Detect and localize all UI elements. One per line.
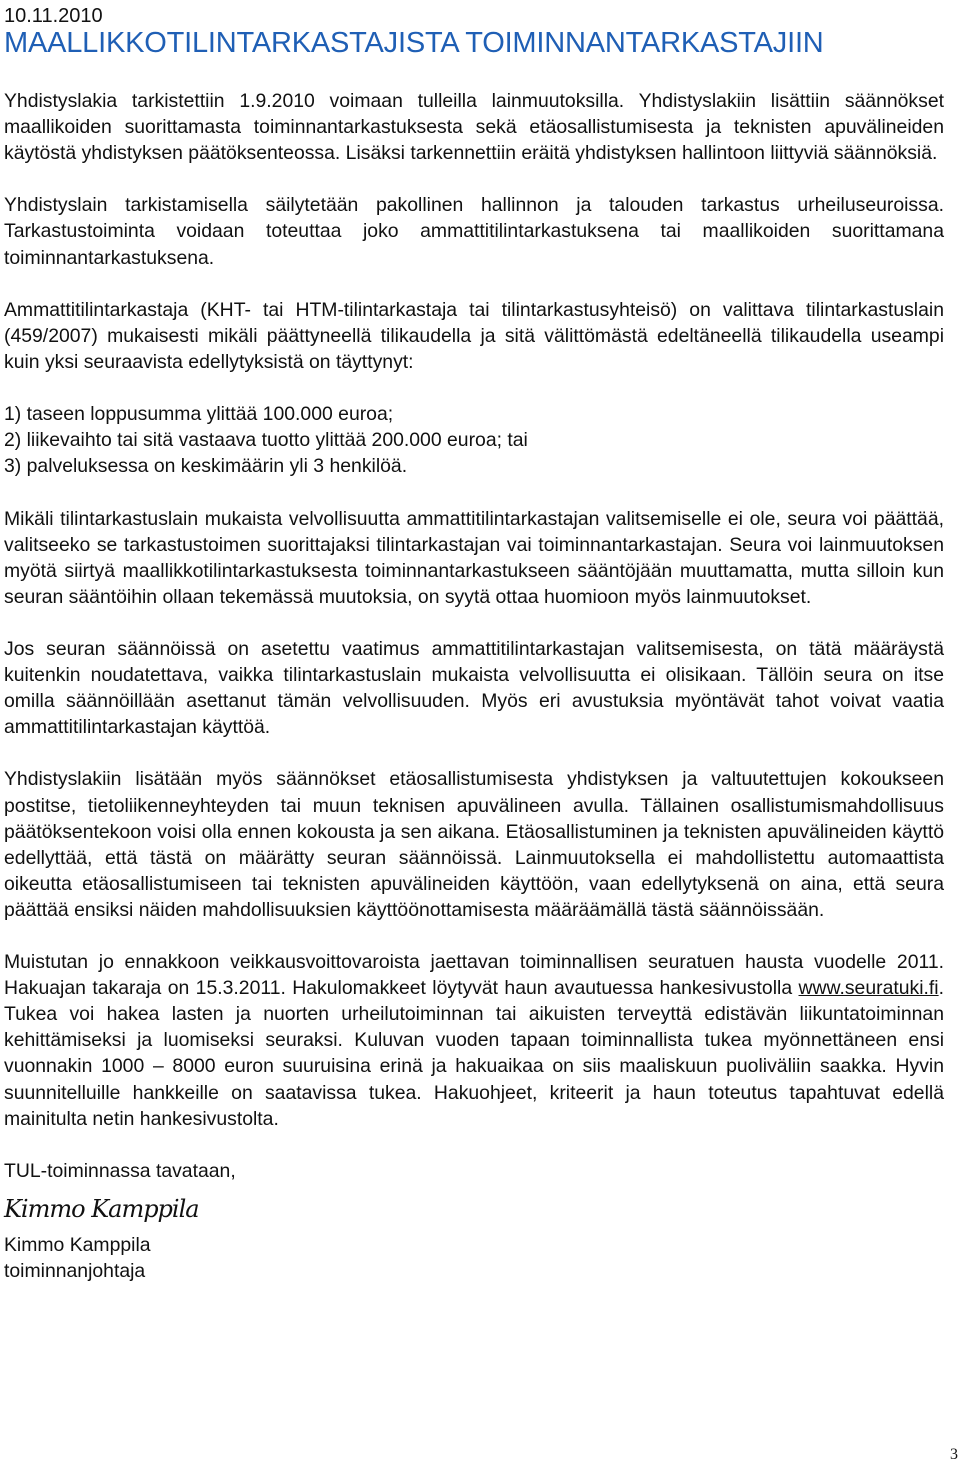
document-title: MAALLIKKOTILINTARKASTAJISTA TOIMINNANTARKASTAJIIN xyxy=(4,27,824,59)
list-item: 1) taseen loppusumma ylittää 100.000 euroa; xyxy=(4,403,394,426)
page-number: 3 xyxy=(950,1446,958,1463)
criteria-list xyxy=(4,401,944,479)
seuratuki-link[interactable]: www.seuratuki.fi xyxy=(798,977,939,1000)
paragraph-rules-requirement: Jos seuran säännöissä on asetettu vaatimus ammattitilintarkastajan valitsemisesta, on tätä määräystä kuitenkin noudatettava, vaikka tilintarkastuslain mukaista velvollisuutta ei olisikaan. Tällöin seura on itse omilla säännöillään asettanut tämän velvollisuuden. Myös eri avustuksia myöntävät tahot voivat vaatia ammattitilintarkastajan käyttöä. xyxy=(4,637,944,739)
signer-role: toiminnanjohtaja xyxy=(4,1260,146,1283)
list-item: 3) palveluksessa on keskimäärin yli 3 henkilöä. xyxy=(4,455,408,478)
paragraph-auditor-choice: Mikäli tilintarkastuslain mukaista velvollisuutta ammattitilintarkastajan valitsemiselle ei ole, seura voi päättää, valitseeko se tarkastustoimen suorittajaksi tilintarkastajan vai toiminnantarkastajan. Seura voi lainmuutoksen myötä siirtyä maallikkotilintarkastuksesta toiminnantarkastukseen sääntöjään muuttamatta, mutta silloin kun seuran sääntöihin ollaan tekemässä muutoksia, on syytä ottaa huomioon myös lainmuutokset. xyxy=(4,507,944,608)
signer-name: Kimmo Kamppila xyxy=(4,1233,151,1256)
closing-greeting: TUL-toiminnassa tavataan, xyxy=(4,1159,236,1182)
paragraph-law-revision: Yhdistyslakia tarkistettiin 1.9.2010 voimaan tulleilla lainmuutoksilla. Yhdistyslakiin lisättiin säännökset maallikoiden suorittamasta toiminnantarkastuksesta sekä etäosallistumisesta ja teknisten apuvälineiden käytöstä yhdistyksen päätöksenteossa. Lisäksi tarkennettiin eräitä yhdistyksen hallintoon liittyviä säännöksiä. xyxy=(4,90,944,165)
paragraph-mandatory-audit: Yhdistyslain tarkistamisella säilytetään pakollinen hallinnon ja talouden tarkastus urheiluseuroissa. Tarkastustoiminta voidaan toteuttaa joko ammattitilintarkastuksena tai maallikoiden suorittamana toiminnantarkastuksena. xyxy=(4,194,944,269)
support-text-start: Muistutan jo ennakkoon veikkausvoittovaroista jaettavan toiminnallisen seuratuen hausta vuodelle 2011. Hakuajan takaraja on 15.3.2011. Hakulomakkeet löytyvät haun avautuessa hankesivustolla xyxy=(4,951,944,1000)
paragraph-professional-auditor: Ammattitilintarkastaja (KHT- tai HTM-tilintarkastaja tai tilintarkastusyhteisö) on valittava tilintarkastuslain (459/2007) mukaisesti mikäli päättyneellä tilikaudella ja sitä välittömästä edeltäneellä tilikaudella useampi kuin yksi seuraavista edellytyksistä on täyttynyt: xyxy=(4,298,944,373)
support-text-end: . Tukea voi hakea lasten ja nuorten urheilutoiminnan tai aikuisten terveyttä edistävän liikuntatoiminnan kehittämiseksi ja luomiseksi seuraksi. Kuluvan vuoden tapaan toiminnallista tukea myönnettäneen ensi vuonnakin 1000 – 8000 euron suuruisina erinä ja hakuaikaa on siis maaliskuun puoliväliin saakka. Hyvin suunnitelluille hankkeille on saatavissa tukea. Hakuohjeet, kriteerit ja haun toteutus tapahtuvat edellä mainitulta netin hankesivustolta. xyxy=(4,977,944,1130)
list-item: 2) liikevaihto tai sitä vastaava tuotto ylittää 200.000 euroa; tai xyxy=(4,429,528,452)
document-date: 10.11.2010 xyxy=(4,5,103,27)
document-body xyxy=(4,88,944,1284)
closing-block xyxy=(4,1158,944,1284)
paragraph-club-support xyxy=(4,949,944,1132)
handwritten-signature: Kimmo Kamppila xyxy=(4,1194,199,1223)
paragraph-remote-participation: Yhdistyslakiin lisätään myös säännökset etäosallistumisesta yhdistyksen ja valtuutettujen kokoukseen postitse, tietoliikenneyhteyden tai muun teknisen apuvälineen avulla. Tällainen osallistumismahdollisuus päätöksentekoon voisi olla ennen kokousta ja sen aikana. Etäosallistuminen ja teknisten apuvälineiden käyttö edellyttää, että tästä on määrätty seuran säännöissä. Lainmuutoksella ei mahdollistettu automaattista oikeutta etäosallistumiseen tai teknisten apuvälineiden käyttöön, vaan edellytyksenä on aina, että seura päättää ensiksi näiden mahdollisuuksien käyttöönottamisesta määräämällä tästä säännöissään. xyxy=(4,768,944,921)
